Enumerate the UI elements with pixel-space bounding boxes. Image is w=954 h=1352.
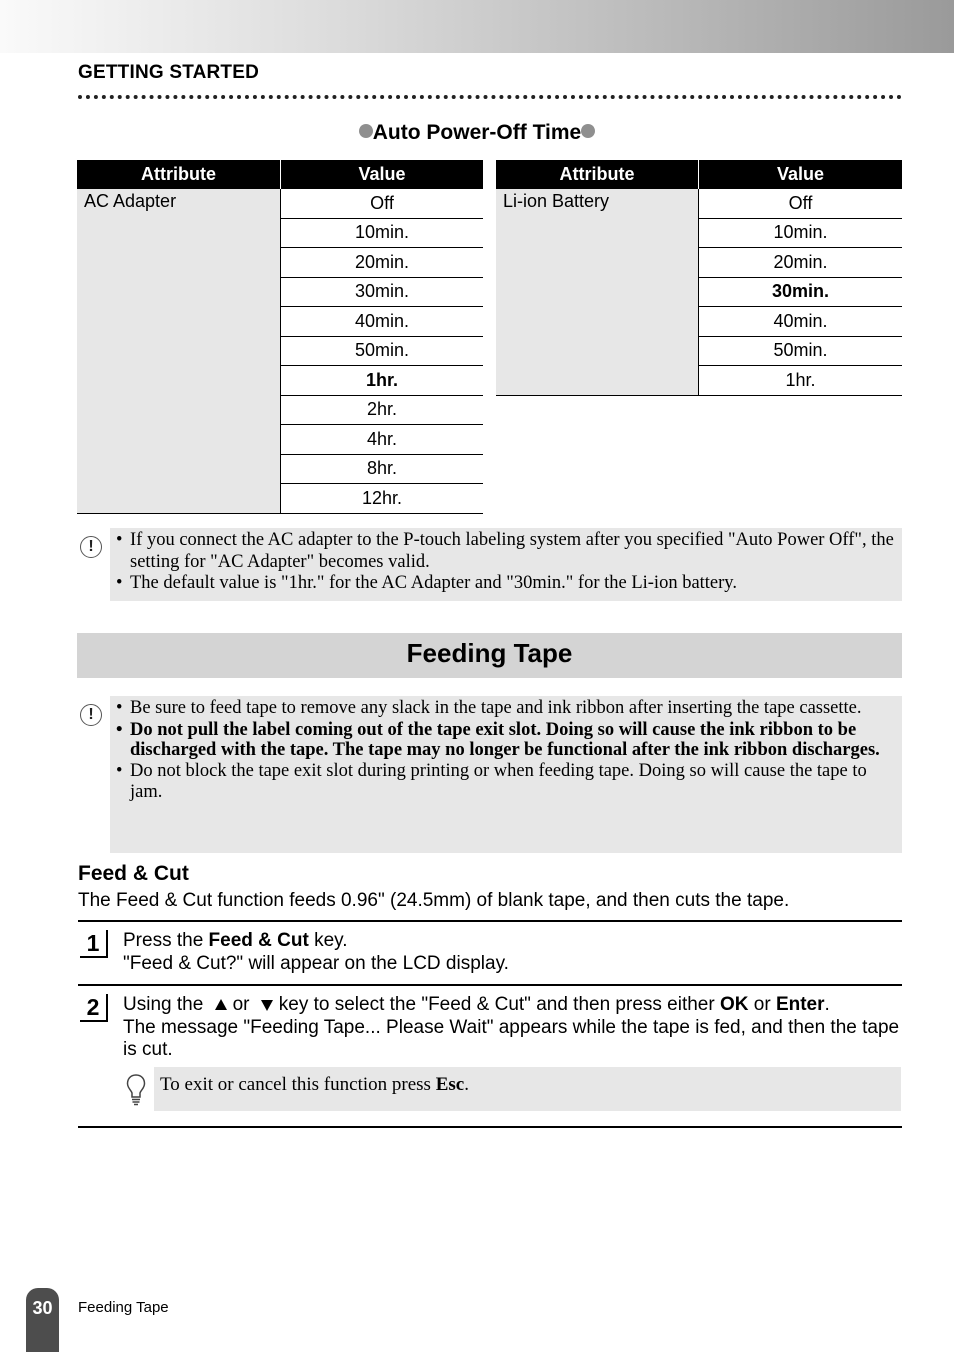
- value-cell: 20min.: [699, 248, 903, 278]
- attribute-cell: AC Adapter: [77, 189, 281, 513]
- value-cell: 30min.: [699, 277, 903, 307]
- dotted-divider: [78, 95, 902, 99]
- caution-note-feeding-tape: [77, 696, 902, 853]
- divider: [78, 1126, 902, 1128]
- value-cell: 10min.: [281, 218, 484, 248]
- value-cell: 1hr.: [281, 366, 484, 396]
- table-row: [496, 189, 902, 218]
- caution-note-auto-power-off: [77, 528, 902, 601]
- column-header-value: Value: [699, 160, 903, 189]
- note-item: • The default value is "1hr." for the AC Adapter and "30min." for the Li-ion battery.: [114, 573, 898, 595]
- value-cell: 12hr.: [281, 484, 484, 514]
- column-header-attribute: Attribute: [77, 160, 281, 189]
- note-item: • If you connect the AC adapter to the P-touch labeling system after you specified "Auto Power Off", the setting for "AC Adapter" becomes valid.: [114, 530, 898, 573]
- bullet-icon: [359, 124, 373, 138]
- lightbulb-icon: [126, 1073, 146, 1107]
- value-cell: 50min.: [281, 336, 484, 366]
- value-cell: 30min.: [281, 277, 484, 307]
- section-heading: GETTING STARTED: [78, 62, 260, 83]
- page-number: 30: [26, 1288, 59, 1352]
- step-number: 2: [80, 994, 108, 1022]
- key-name: Feed & Cut: [208, 930, 309, 951]
- feed-cut-heading: Feed & Cut: [78, 862, 189, 885]
- footer-label: Feeding Tape: [78, 1299, 169, 1316]
- key-name: OK: [719, 994, 749, 1015]
- value-cell: 50min.: [699, 336, 903, 366]
- value-cell: 8hr.: [281, 454, 484, 484]
- value-cell: 2hr.: [281, 395, 484, 425]
- step-number: 1: [80, 930, 108, 958]
- value-cell: 10min.: [699, 218, 903, 248]
- key-name: Esc: [435, 1074, 465, 1095]
- auto-power-off-title: Auto Power-Off Time: [0, 121, 954, 145]
- value-cell: 4hr.: [281, 425, 484, 455]
- attribute-cell: Li-ion Battery: [496, 189, 699, 395]
- value-cell: 40min.: [281, 307, 484, 337]
- caution-icon: !: [80, 704, 102, 726]
- step-2: 2 Using the or key to select the "Feed & Cut" and then press either OK or Enter. The message "Feeding Tape... Please Wait" appears while the tape is fed, and then the tape is cut.: [78, 994, 902, 1064]
- value-cell: Off: [699, 189, 903, 218]
- up-arrow-icon: [215, 999, 227, 1010]
- note-item-warning: • Do not pull the label coming out of the tape exit slot. Doing so will cause the ink ribbon to be discharged with the tape. The tape may no longer be functional after the ink ribbon discharges.: [114, 720, 898, 761]
- feeding-tape-heading: Feeding Tape: [77, 633, 902, 678]
- value-cell: 40min.: [699, 307, 903, 337]
- key-name: Enter: [775, 994, 825, 1015]
- note-item: • Do not block the tape exit slot during printing or when feeding tape. Doing so will cause the tape to jam.: [114, 761, 898, 804]
- column-header-value: Value: [281, 160, 484, 189]
- divider: [78, 920, 902, 922]
- bullet-icon: [581, 124, 595, 138]
- column-header-attribute: Attribute: [496, 160, 699, 189]
- value-cell: 1hr.: [699, 366, 903, 396]
- ac-adapter-table: [77, 160, 483, 514]
- top-banner: [0, 0, 954, 53]
- value-cell: 20min.: [281, 248, 484, 278]
- note-item: • Be sure to feed tape to remove any slack in the tape and ink ribbon after inserting the tape cassette.: [114, 698, 898, 720]
- down-arrow-icon: [261, 1000, 273, 1011]
- hint-note: To exit or cancel this function press Esc.: [124, 1067, 901, 1111]
- li-ion-table: [496, 160, 902, 396]
- divider: [78, 984, 902, 986]
- caution-icon: !: [80, 536, 102, 558]
- feed-cut-intro: The Feed & Cut function feeds 0.96" (24.5mm) of blank tape, and then cuts the tape.: [78, 890, 790, 911]
- value-cell: Off: [281, 189, 484, 218]
- step-1: 1 Press the Feed & Cut key. "Feed & Cut?" will appear on the LCD display.: [78, 930, 902, 980]
- table-row: [77, 189, 483, 218]
